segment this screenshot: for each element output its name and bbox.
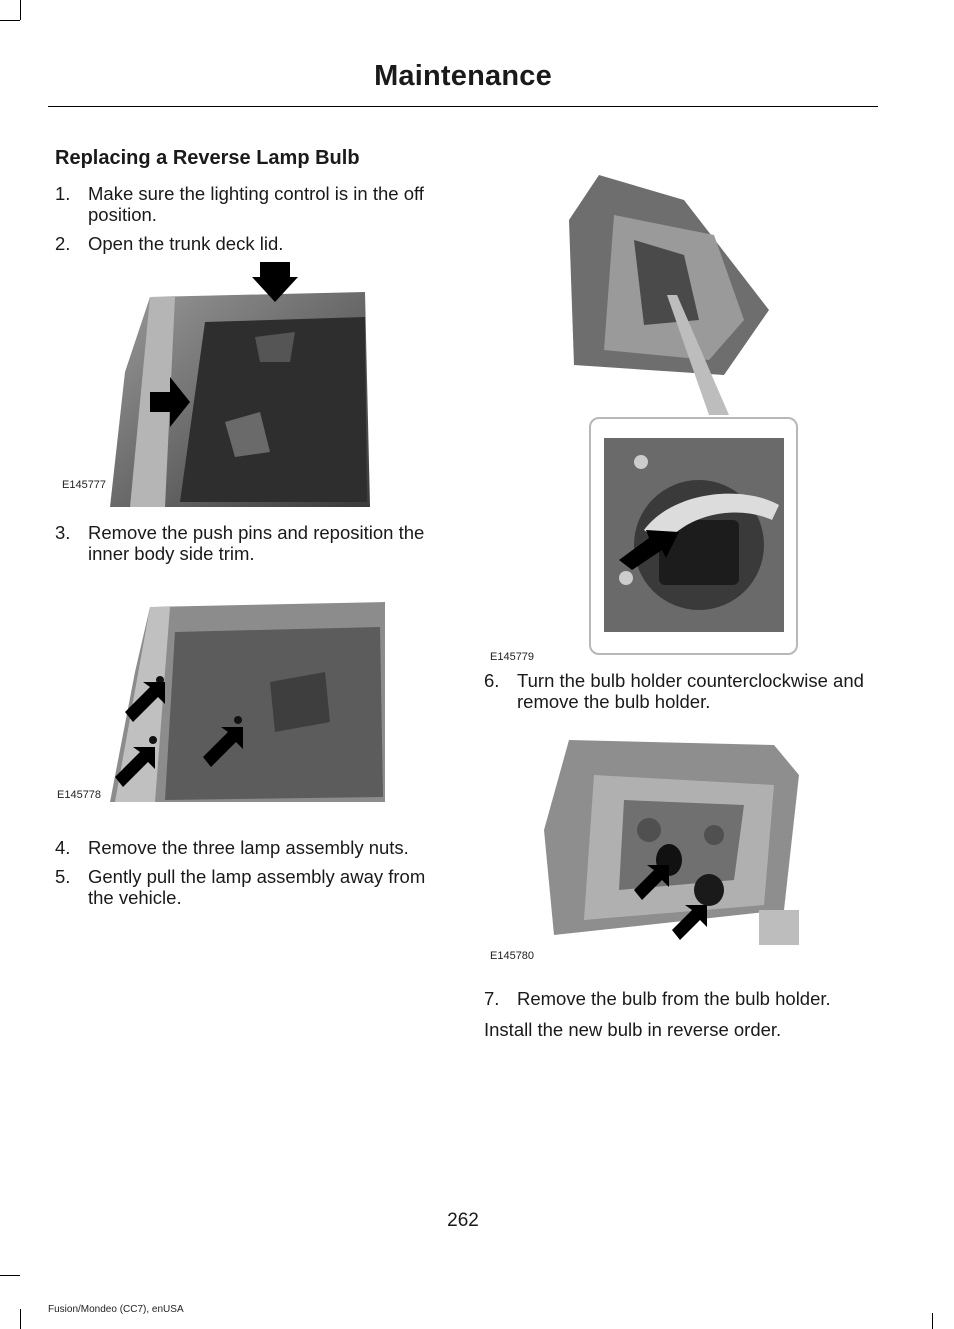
figure-bulb-holder bbox=[484, 720, 884, 982]
right-column bbox=[484, 160, 884, 1040]
figure-id: E145777 bbox=[62, 479, 107, 491]
crop-mark bbox=[0, 20, 20, 21]
bulb-holder-illustration bbox=[484, 720, 884, 970]
figure-side-trim bbox=[55, 572, 450, 837]
page-title: Maintenance bbox=[374, 60, 552, 92]
step-text: Remove the push pins and reposition the inner body side trim. bbox=[88, 522, 425, 564]
figure-id: E145779 bbox=[490, 651, 535, 663]
step-number: 1. bbox=[55, 183, 71, 204]
step-item bbox=[55, 522, 450, 564]
step-number: 6. bbox=[484, 670, 500, 691]
step-item bbox=[55, 837, 450, 858]
closing-instruction: Install the new bulb in reverse order. bbox=[484, 1019, 782, 1040]
step-number: 4. bbox=[55, 837, 71, 858]
crop-mark bbox=[20, 1309, 21, 1329]
step-item bbox=[55, 233, 450, 254]
step-item bbox=[484, 670, 884, 712]
step-text: Remove the three lamp assembly nuts. bbox=[88, 837, 409, 858]
page-number: 262 bbox=[447, 1210, 479, 1231]
step-text: Make sure the lighting control is in the off position. bbox=[88, 183, 424, 225]
step-number: 5. bbox=[55, 866, 71, 887]
step-item bbox=[55, 183, 450, 225]
step-number: 3. bbox=[55, 522, 71, 543]
step-number: 2. bbox=[55, 233, 71, 254]
crop-mark bbox=[20, 0, 21, 20]
step-text: Open the trunk deck lid. bbox=[88, 233, 284, 254]
header-divider bbox=[48, 106, 878, 107]
left-column bbox=[55, 145, 450, 916]
step-item bbox=[55, 866, 450, 908]
figure-lamp-assembly bbox=[484, 160, 884, 670]
step-number: 7. bbox=[484, 988, 500, 1009]
step-text: Gently pull the lamp assembly away from the vehicle. bbox=[88, 866, 426, 908]
footer-model: Fusion/Mondeo (CC7), enUSA bbox=[48, 1304, 184, 1315]
step-text: Remove the bulb from the bulb holder. bbox=[517, 988, 831, 1009]
lamp-assembly-illustration bbox=[484, 160, 884, 660]
step-text: Turn the bulb holder counterclockwise and remove the bulb holder. bbox=[517, 670, 864, 712]
step-item bbox=[484, 988, 884, 1009]
crop-mark bbox=[932, 1313, 933, 1329]
figure-id: E145780 bbox=[490, 950, 535, 962]
crop-mark bbox=[0, 1275, 20, 1276]
trunk-illustration bbox=[55, 262, 450, 524]
figure-trunk bbox=[55, 262, 450, 524]
side-trim-illustration bbox=[55, 572, 450, 812]
section-title: Replacing a Reverse Lamp Bulb bbox=[55, 147, 360, 169]
figure-id: E145778 bbox=[57, 789, 102, 801]
